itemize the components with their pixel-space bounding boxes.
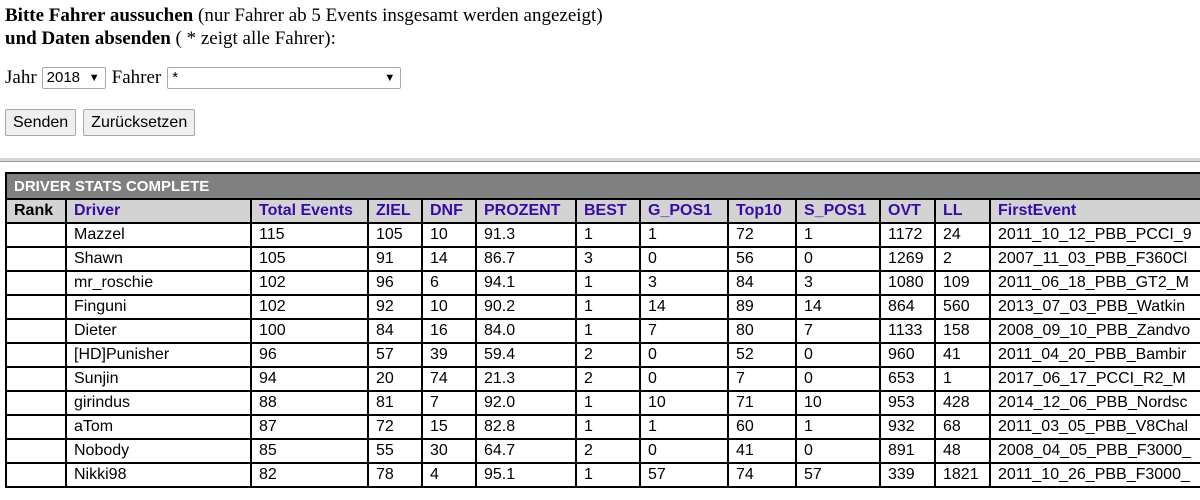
table-cell: mr_roschie [66,271,251,295]
driver-stats-table [5,172,1200,488]
driver-select[interactable] [167,67,401,89]
table-cell: 1 [576,223,640,247]
table-cell: [HD]Punisher [66,343,251,367]
table-cell: 428 [935,391,990,415]
table-cell: 891 [880,439,935,463]
table-cell: 2 [935,247,990,271]
year-select-value: 2018 [46,69,81,86]
table-cell: 94 [251,367,368,391]
form-buttons [5,109,195,136]
table-cell: 1080 [880,271,935,295]
table-cell: 57 [368,343,422,367]
table-cell [6,295,66,319]
table-row [6,247,1200,271]
table-cell: 1 [576,295,640,319]
table-row [6,295,1200,319]
table-cell: 960 [880,343,935,367]
column-header-8[interactable]: Top10 [728,199,796,223]
table-cell: 0 [640,343,728,367]
table-cell: 2011_06_18_PBB_GT2_M [990,271,1200,295]
table-cell: 2007_11_03_PBB_F360Cl [990,247,1200,271]
table-title-row [6,173,1200,199]
column-header-6[interactable]: BEST [576,199,640,223]
table-cell: 105 [368,223,422,247]
table-cell: 0 [796,247,880,271]
table-cell: 560 [935,295,990,319]
dropdown-arrow-icon: ▼ [384,72,396,84]
table-cell: 1172 [880,223,935,247]
table-cell: 21.3 [476,367,576,391]
table-cell: 85 [251,439,368,463]
table-cell: 14 [796,295,880,319]
table-cell [6,463,66,487]
table-cell: 7 [640,319,728,343]
table-cell: 1 [640,223,728,247]
table-cell: 39 [422,343,476,367]
table-cell: 3 [796,271,880,295]
table-cell: 2017_06_17_PCCI_R2_M [990,367,1200,391]
table-cell: 2011_04_20_PBB_Bambir [990,343,1200,367]
table-cell: 653 [880,367,935,391]
table-cell: 105 [251,247,368,271]
table-cell [6,439,66,463]
table-cell: 88 [251,391,368,415]
table-cell: Mazzel [66,223,251,247]
table-cell [6,367,66,391]
dropdown-arrow-icon: ▼ [88,72,100,84]
intro-line-1-bold: Bitte Fahrer aussuchen [5,5,194,26]
table-cell: Nikki98 [66,463,251,487]
driver-label: Fahrer [111,67,162,88]
table-cell: 20 [368,367,422,391]
table-cell: 41 [935,343,990,367]
send-button[interactable]: Senden [5,109,76,136]
table-cell: 96 [251,343,368,367]
table-cell: 80 [728,319,796,343]
table-cell: 102 [251,295,368,319]
table-cell: aTom [66,415,251,439]
table-cell: 10 [422,295,476,319]
table-cell: 60 [728,415,796,439]
table-cell [6,343,66,367]
table-cell: 0 [640,439,728,463]
filter-controls [5,66,401,90]
column-header-11[interactable]: LL [935,199,990,223]
table-cell: 1 [576,271,640,295]
horizontal-divider [0,158,1200,162]
table-cell: 72 [728,223,796,247]
table-cell: 59.4 [476,343,576,367]
table-cell: 87 [251,415,368,439]
table-cell: 24 [935,223,990,247]
table-cell [6,223,66,247]
table-cell: 100 [251,319,368,343]
table-cell: 14 [422,247,476,271]
table-cell: 1 [796,415,880,439]
table-cell: 1 [576,415,640,439]
table-cell: 2013_07_03_PBB_Watkin [990,295,1200,319]
table-cell: 81 [368,391,422,415]
table-cell [6,319,66,343]
table-cell: 6 [422,271,476,295]
table-cell: 52 [728,343,796,367]
table-cell: 92 [368,295,422,319]
table-cell: 1 [640,415,728,439]
table-cell [6,415,66,439]
column-header-7[interactable]: G_POS1 [640,199,728,223]
table-cell: Finguni [66,295,251,319]
table-cell: 90.2 [476,295,576,319]
table-cell: 57 [796,463,880,487]
table-cell: 41 [728,439,796,463]
table-cell: 74 [728,463,796,487]
table-cell: 91.3 [476,223,576,247]
table-cell: 30 [422,439,476,463]
column-header-3[interactable]: ZIEL [368,199,422,223]
table-cell [6,247,66,271]
table-cell: 84.0 [476,319,576,343]
table-cell: girindus [66,391,251,415]
table-cell: 1 [576,463,640,487]
table-row [6,319,1200,343]
table-cell: 74 [422,367,476,391]
table-cell: 56 [728,247,796,271]
table-cell: 1 [576,391,640,415]
table-cell: 2 [576,367,640,391]
table-cell: 68 [935,415,990,439]
table-cell: 14 [640,295,728,319]
column-header-0: Rank [6,199,66,223]
table-cell: 1821 [935,463,990,487]
table-cell: 16 [422,319,476,343]
table-cell: Shawn [66,247,251,271]
intro-text [5,4,603,50]
table-cell: 64.7 [476,439,576,463]
table-cell: 96 [368,271,422,295]
table-cell: 7 [796,319,880,343]
table-cell: 2014_12_06_PBB_Nordsc [990,391,1200,415]
year-label: Jahr [5,67,37,88]
table-title: DRIVER STATS COMPLETE [6,173,1200,199]
table-cell [6,271,66,295]
table-row [6,367,1200,391]
table-cell: 55 [368,439,422,463]
table-row [6,223,1200,247]
table-cell: Nobody [66,439,251,463]
table-cell: 0 [640,367,728,391]
table-cell: 2008_09_10_PBB_Zandvo [990,319,1200,343]
table-cell: 2011_10_12_PBB_PCCI_9 [990,223,1200,247]
table-cell: 92.0 [476,391,576,415]
table-cell: 10 [640,391,728,415]
table-cell: Dieter [66,319,251,343]
table-cell: Sunjin [66,367,251,391]
table-cell: 72 [368,415,422,439]
intro-line-2-bold: und Daten absenden [5,28,171,49]
table-cell: 158 [935,319,990,343]
column-header-1[interactable]: Driver [66,199,251,223]
table-cell: 2011_10_26_PBB_F3000_ [990,463,1200,487]
column-header-10[interactable]: OVT [880,199,935,223]
table-row [6,271,1200,295]
table-cell: 3 [576,247,640,271]
table-cell [6,391,66,415]
table-cell: 71 [728,391,796,415]
table-row [6,415,1200,439]
year-select[interactable] [42,67,106,89]
table-cell: 84 [368,319,422,343]
table-cell: 86.7 [476,247,576,271]
reset-button[interactable]: Zurücksetzen [83,109,195,136]
table-cell: 2008_04_05_PBB_F3000_ [990,439,1200,463]
table-row [6,343,1200,367]
table-cell: 1133 [880,319,935,343]
table-cell: 1 [576,319,640,343]
table-cell: 7 [728,367,796,391]
driver-select-value: * [172,69,179,86]
table-cell: 2 [576,439,640,463]
table-cell: 339 [880,463,935,487]
intro-line-2 [5,27,603,50]
table-row [6,439,1200,463]
table-cell: 4 [422,463,476,487]
table-cell: 82 [251,463,368,487]
table-cell: 10 [796,391,880,415]
intro-line-1 [5,4,603,27]
column-header-4[interactable]: DNF [422,199,476,223]
table-cell: 82.8 [476,415,576,439]
column-header-2[interactable]: Total Events [251,199,368,223]
table-cell: 109 [935,271,990,295]
table-cell: 1 [935,367,990,391]
table-cell: 2 [576,343,640,367]
table-cell: 1 [796,223,880,247]
table-cell: 48 [935,439,990,463]
table-cell: 84 [728,271,796,295]
column-header-12[interactable]: FirstEvent [990,199,1200,223]
column-header-5[interactable]: PROZENT [476,199,576,223]
table-cell: 10 [422,223,476,247]
intro-line-1-rest: (nur Fahrer ab 5 Events insgesamt werden angezeigt) [193,5,603,26]
table-cell: 1269 [880,247,935,271]
table-cell: 7 [422,391,476,415]
table-cell: 91 [368,247,422,271]
table-cell: 115 [251,223,368,247]
column-header-9[interactable]: S_POS1 [796,199,880,223]
intro-line-2-rest: ( * zeigt alle Fahrer): [170,28,336,49]
table-cell: 0 [796,367,880,391]
table-header-row [6,199,1200,223]
table-row [6,463,1200,487]
table-cell: 95.1 [476,463,576,487]
table-row [6,391,1200,415]
table-cell: 89 [728,295,796,319]
table-cell: 78 [368,463,422,487]
table-cell: 57 [640,463,728,487]
table-cell: 0 [640,247,728,271]
table-cell: 0 [796,343,880,367]
table-cell: 94.1 [476,271,576,295]
table-cell: 3 [640,271,728,295]
table-cell: 932 [880,415,935,439]
table-cell: 953 [880,391,935,415]
table-cell: 102 [251,271,368,295]
table-cell: 864 [880,295,935,319]
table-cell: 2011_03_05_PBB_V8Chal [990,415,1200,439]
table-cell: 0 [796,439,880,463]
table-cell: 15 [422,415,476,439]
